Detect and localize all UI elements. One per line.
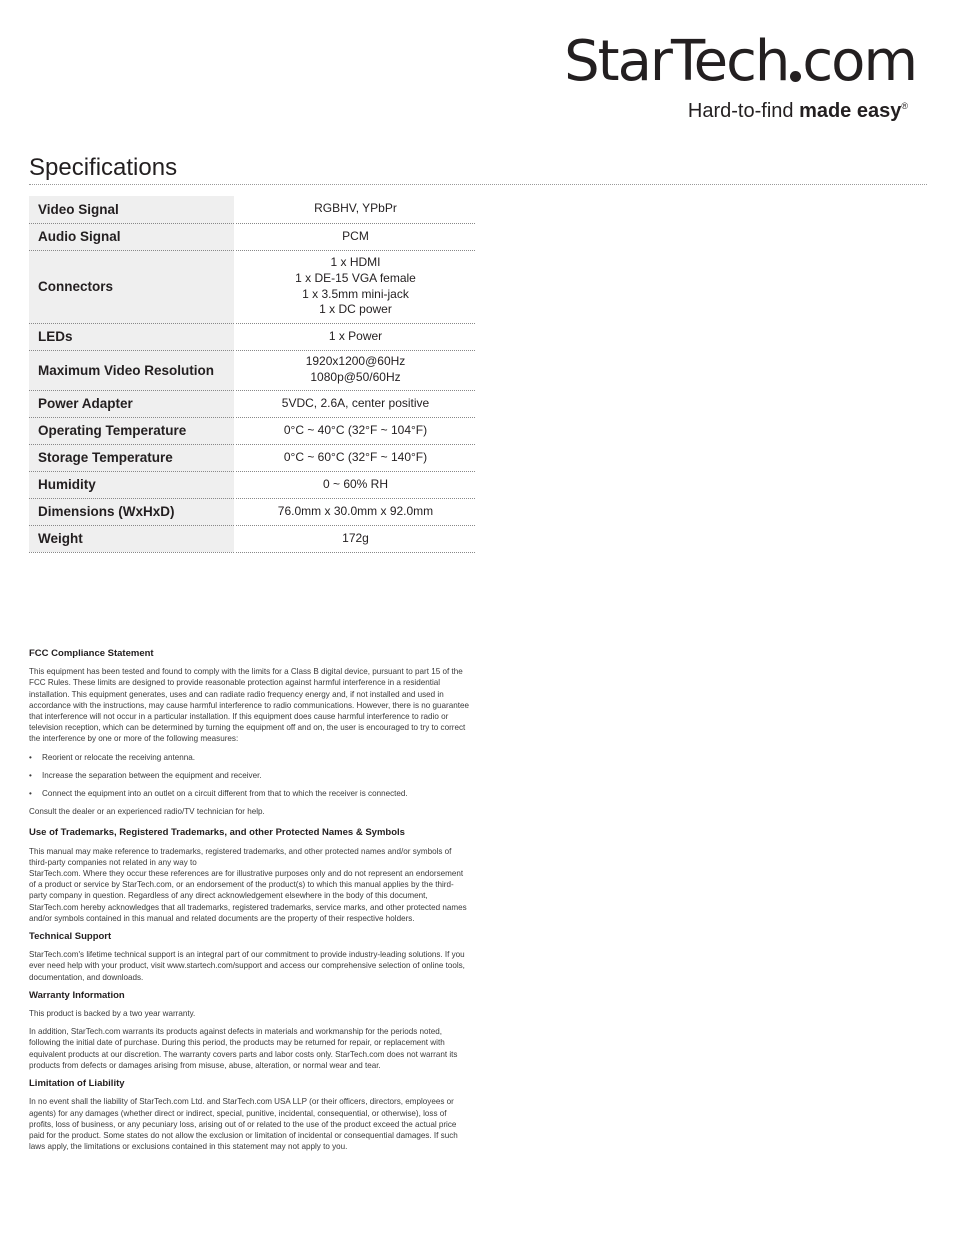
liability-heading: Limitation of Liability <box>29 1078 125 1090</box>
spec-value-line: 0°C ~ 60°C (32°F ~ 140°F) <box>283 449 428 464</box>
logo-wordmark-right: com <box>802 29 916 94</box>
table-row <box>29 223 475 250</box>
warranty-body-1: This product is backed by a two year warranty. <box>29 1009 196 1019</box>
spec-label: Video Signal <box>29 196 235 223</box>
spec-value <box>235 223 475 250</box>
spec-value <box>235 525 475 552</box>
spec-value <box>235 390 475 417</box>
liability-body: In no event shall the liability of StarTech.com Ltd. and StarTech.com USA LLP (or their officers, directors, employees or agents) for any damages (whether direct or indirect, special, punitive, incidental, consequential, or otherwise), loss of profits, loss of business, or any pecuniary loss, arising out of or related to the use of the product exceed the actual price paid for the product. Some states do not allow the exclusion or limitation of incidental or consequential damages. If such laws apply, the limitations or exclusions contained in this statement may not apply to you. <box>29 1097 458 1152</box>
spec-label: Maximum Video Resolution <box>29 350 235 390</box>
spec-value <box>235 417 475 444</box>
table-row <box>29 525 475 552</box>
startech-logo <box>564 30 916 123</box>
table-row <box>29 471 475 498</box>
fcc-heading: FCC Compliance Statement <box>29 648 154 659</box>
spec-value-line: 1 x DE-15 VGA female <box>295 270 416 285</box>
spec-value-line: 76.0mm x 30.0mm x 92.0mm <box>277 503 434 518</box>
specifications-table <box>29 196 475 553</box>
title-divider <box>29 184 927 185</box>
list-item <box>29 788 469 799</box>
spec-value <box>235 444 475 471</box>
table-row <box>29 250 475 323</box>
spec-value-line: 5VDC, 2.6A, center positive <box>281 395 430 410</box>
tagline-regular: Hard-to-find <box>687 100 800 122</box>
spec-value <box>235 250 475 323</box>
spec-value-line: 172g <box>342 530 369 545</box>
table-row <box>29 498 475 525</box>
spec-value-line: 1 x Power <box>328 328 383 343</box>
spec-label: Audio Signal <box>29 223 235 250</box>
trademarks-body-line1: This manual may make reference to trademarks, registered trademarks, and other protected names and/or symbols of third-party companies not related in any way to <box>29 846 452 867</box>
spec-label: LEDs <box>29 323 235 350</box>
spec-label: Dimensions (WxHxD) <box>29 498 235 525</box>
specifications-table-body <box>29 196 475 552</box>
registered-mark: ® <box>901 101 908 111</box>
bullet-icon: • <box>29 789 32 799</box>
tagline-bold: made easy <box>799 100 902 122</box>
spec-label: Connectors <box>29 250 235 323</box>
spec-value-line: 1 x 3.5mm mini-jack <box>302 286 409 301</box>
logo-wordmark-left: StarTech <box>564 29 789 94</box>
spec-value-line: PCM <box>342 228 369 243</box>
logo-tagline <box>564 100 908 123</box>
spec-value-line: 1080p@50/60Hz <box>310 370 401 384</box>
list-item-text: Connect the equipment into an outlet on a circuit different from that to which the receiver is connected. <box>42 789 408 799</box>
spec-value-line: 1920x1200@60Hz <box>305 354 406 369</box>
spec-value-line: 0 ~ 60% RH <box>322 476 389 491</box>
spec-label: Weight <box>29 525 235 552</box>
list-item-text: Increase the separation between the equipment and receiver. <box>42 770 262 780</box>
spec-label: Storage Temperature <box>29 444 235 471</box>
list-item <box>29 770 469 781</box>
spec-label: Power Adapter <box>29 390 235 417</box>
table-row <box>29 196 475 223</box>
list-item <box>29 752 469 763</box>
spec-value-line: 1 x HDMI <box>330 255 381 270</box>
bullet-icon: • <box>29 752 32 762</box>
support-body: StarTech.com's lifetime technical support is an integral part of our commitment to provide industry-leading solutions. If you ever need help with your product, visit www.startech.com/support and access our comprehensive selection of online tools, documentation, and downloads. <box>29 950 465 982</box>
spec-value-line: 1 x DC power <box>319 302 392 317</box>
table-row <box>29 390 475 417</box>
table-row <box>29 417 475 444</box>
spec-value <box>235 350 475 390</box>
trademarks-body-line2: StarTech.com. Where they occur these references are for illustrative purposes only and do not represent an endorsement of a product or service by StarTech.com, or an endorsement of the product(s) to which this manual applies by the third-party company in question. Regardless of any direct acknowledgement elsewhere in the body of this document, StarTech.com hereby acknowledges that all trademarks, registered trademarks, service marks, and other protected names and/or symbols contained in this manual and related documents are the property of their respective holders. <box>29 869 467 923</box>
trademarks-body <box>29 846 469 924</box>
logo-dot-icon <box>790 71 801 82</box>
spec-value <box>235 323 475 350</box>
warranty-body-2: In addition, StarTech.com warrants its products against defects in materials and workmanship for the periods noted, following the initial date of purchase. During this period, the products may be returned for repair, or replacement with equivalent products at our discretion. The warranty covers parts and labor costs only. StarTech.com does not warrant its products from defects or damages arising from misuse, abuse, alteration, or normal wear and tear. <box>29 1027 458 1070</box>
support-heading: Technical Support <box>29 931 112 943</box>
fcc-measures-list <box>29 752 469 800</box>
bullet-icon: • <box>29 770 32 780</box>
spec-value-line: 0°C ~ 40°C (32°F ~ 104°F) <box>283 422 428 437</box>
list-item-text: Reorient or relocate the receiving antenna. <box>42 752 195 762</box>
legal-section <box>29 648 469 1159</box>
spec-label: Humidity <box>29 471 235 498</box>
warranty-heading: Warranty Information <box>29 989 125 1001</box>
spec-value <box>235 196 475 223</box>
specifications-title: Specifications <box>29 154 178 181</box>
trademarks-heading: Use of Trademarks, Registered Trademarks, and other Protected Names & Symbols <box>29 827 405 839</box>
spec-value-line: RGBHV, YPbPr <box>314 201 397 216</box>
spec-value <box>235 471 475 498</box>
spec-label: Operating Temperature <box>29 417 235 444</box>
logo-wordmark <box>564 30 916 94</box>
table-row <box>29 323 475 350</box>
table-row <box>29 350 475 390</box>
table-row <box>29 444 475 471</box>
fcc-intro: This equipment has been tested and found to comply with the limits for a Class B digital device, pursuant to part 15 of the FCC Rules. These limits are designed to provide reasonable protection against harmful interference in a residential installation. This equipment generates, uses and can radiate radio frequency energy and, if not installed and used in accordance with the instructions, may cause harmful interference to radio communications. However, there is no guarantee that interference will not occur in a particular installation. If this equipment does cause harmful interference to radio or television reception, which can be determined by turning the equipment off and on, the user is encouraged to try to correct the interference by one or more of the following measures: <box>29 667 469 744</box>
fcc-closing: Consult the dealer or an experienced radio/TV technician for help. <box>29 807 265 817</box>
spec-value <box>235 498 475 525</box>
